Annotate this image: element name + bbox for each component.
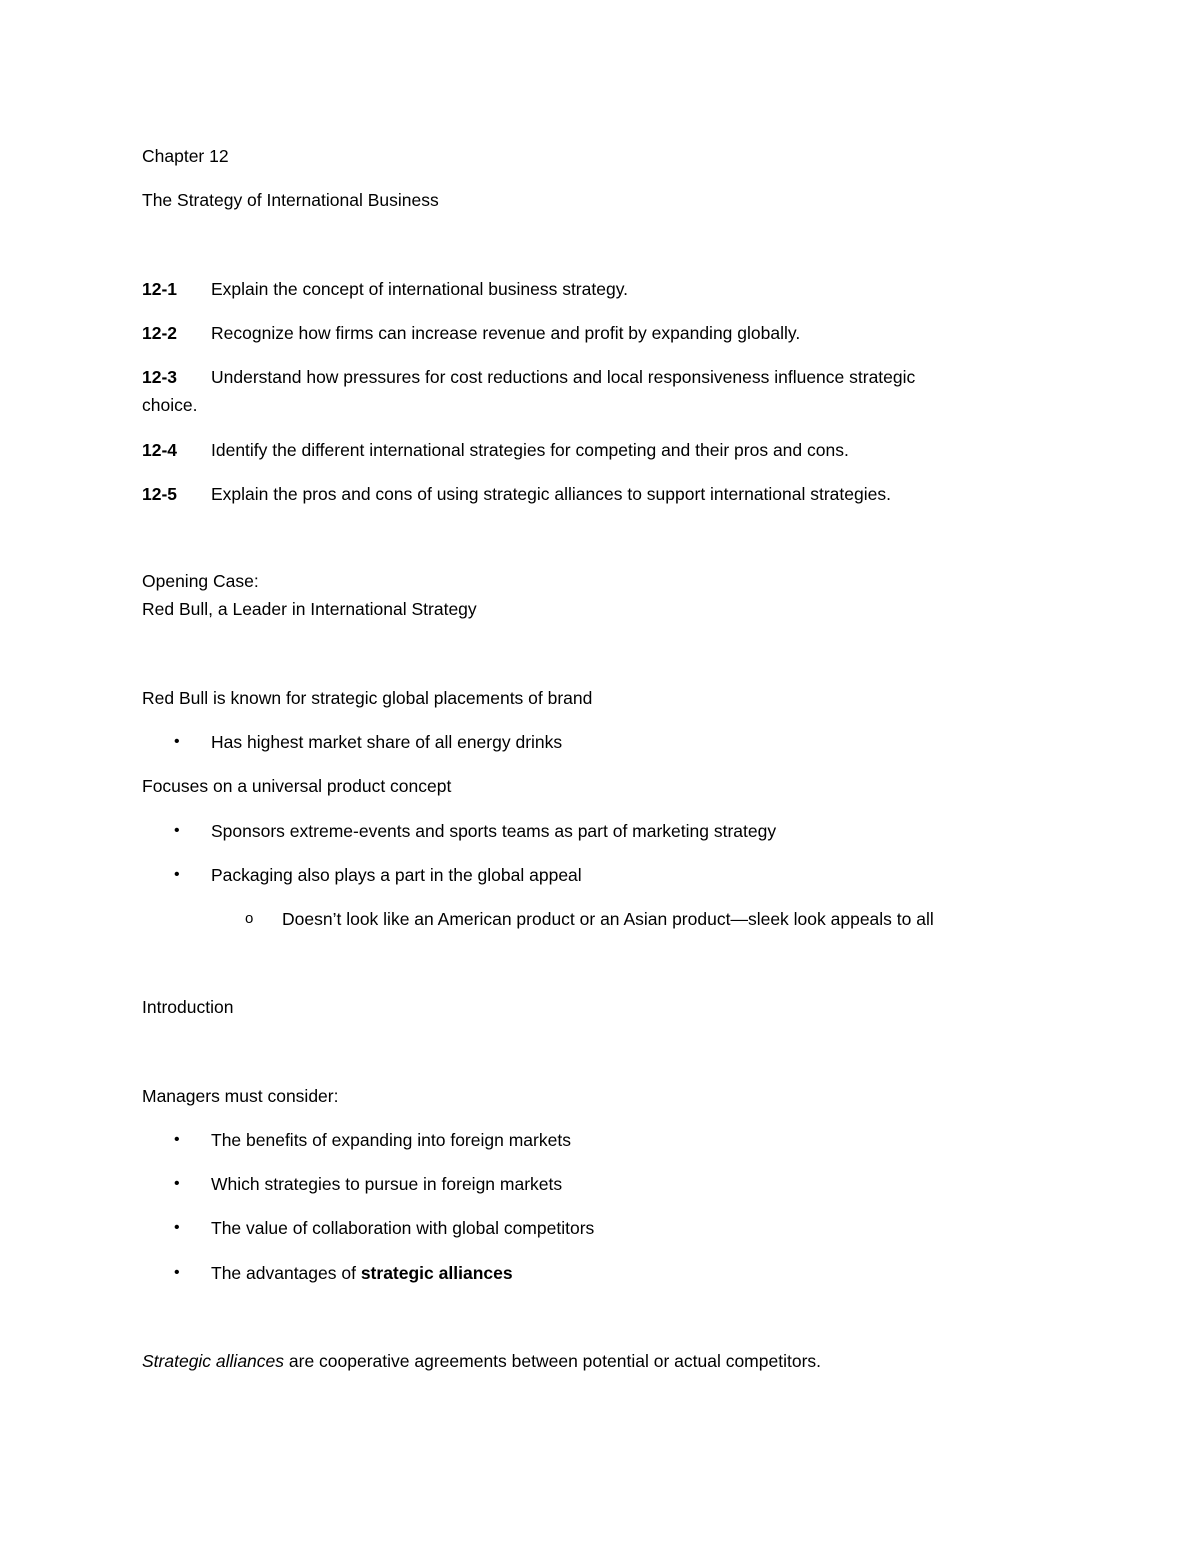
introduction-heading: Introduction [142, 997, 234, 1017]
bullet-item: Which strategies to pursue in foreign markets [211, 1174, 563, 1194]
bullet-item: Sponsors extreme-events and sports teams as part of marketing strategy [211, 821, 777, 841]
chapter-label: Chapter 12 [142, 146, 229, 166]
bullet-item: Has highest market share of all energy drinks [211, 732, 563, 752]
objective-number: 12-1 [142, 279, 178, 299]
bullet-icon: • [174, 1219, 180, 1236]
definition-line [142, 1350, 821, 1372]
bullet-item: The value of collaboration with global competitors [211, 1218, 595, 1238]
sub-bullet-icon: o [245, 910, 254, 927]
objective-text: Explain the pros and cons of using strategic alliances to support international strategies. [211, 484, 891, 504]
opening-case-title: Red Bull, a Leader in International Strategy [142, 599, 477, 619]
bullet-text-prefix: The advantages of [211, 1263, 361, 1283]
bullet-icon: • [174, 1264, 180, 1281]
bullet-icon: • [174, 866, 180, 883]
objective-text: Recognize how firms can increase revenue and profit by expanding globally. [211, 323, 801, 343]
sub-bullet-item: Doesn’t look like an American product or an Asian product—sleek look appeals to all [282, 909, 934, 929]
red-bull-line: Red Bull is known for strategic global placements of brand [142, 688, 593, 708]
red-bull-line: Focuses on a universal product concept [142, 776, 452, 796]
bullet-item: Packaging also plays a part in the global appeal [211, 865, 582, 885]
objective-text: Understand how pressures for cost reductions and local responsiveness influence strategic [211, 367, 916, 387]
objective-number: 12-4 [142, 440, 178, 460]
bullet-item: The benefits of expanding into foreign markets [211, 1130, 571, 1150]
bullet-text-bold: strategic alliances [360, 1263, 513, 1283]
bullet-icon: • [174, 733, 180, 750]
objective-number: 12-2 [142, 323, 178, 343]
bullet-icon: • [174, 822, 180, 839]
objective-text: Identify the different international strategies for competing and their pros and cons. [211, 440, 849, 460]
objective-number: 12-5 [142, 484, 178, 504]
objective-text: Explain the concept of international business strategy. [211, 279, 629, 299]
managers-line: Managers must consider: [142, 1086, 339, 1106]
bullet-item [211, 1262, 513, 1284]
definition-term: Strategic alliances [142, 1351, 285, 1371]
definition-text: are cooperative agreements between potential or actual competitors. [284, 1351, 822, 1371]
objective-continuation: choice. [142, 395, 198, 415]
opening-case-label: Opening Case: [142, 571, 259, 591]
bullet-icon: • [174, 1131, 180, 1148]
bullet-icon: • [174, 1175, 180, 1192]
chapter-title: The Strategy of International Business [142, 190, 439, 210]
objective-number: 12-3 [142, 367, 178, 387]
